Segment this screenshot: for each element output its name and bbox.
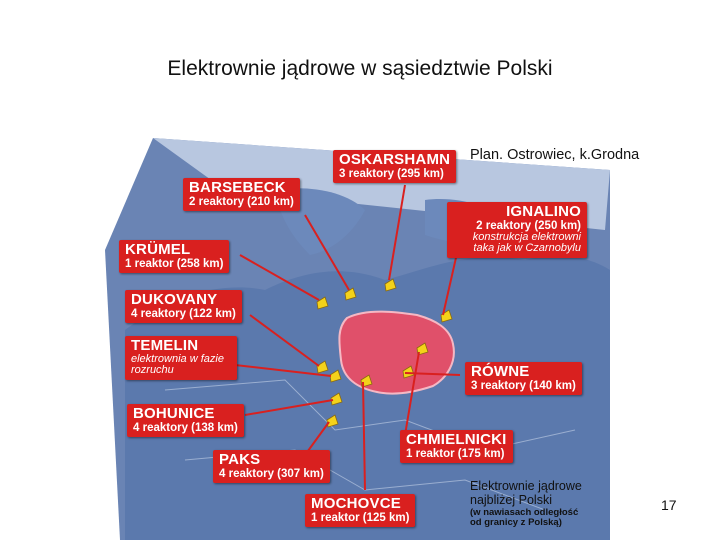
- plant-detail: 3 reaktory (295 km): [339, 167, 444, 180]
- plant-name: RÓWNE: [471, 363, 530, 380]
- plant-detail: 1 reaktor (175 km): [406, 447, 505, 460]
- plant-label-bohunice: [127, 404, 244, 437]
- plant-label-barsebeck: [183, 178, 300, 211]
- plant-name: DUKOVANY: [131, 291, 218, 308]
- plant-label-oskarshamn: [333, 150, 456, 183]
- plant-detail: 3 reaktory (140 km): [471, 379, 576, 392]
- plant-detail: 4 reaktory (307 km): [219, 467, 324, 480]
- plant-name: KRÜMEL: [125, 241, 191, 258]
- plant-label-chmielnicki: [400, 430, 513, 463]
- plant-label-temelin: [125, 336, 237, 380]
- legend-line: najbliżej Polski: [470, 492, 552, 507]
- plant-label-paks: [213, 450, 330, 483]
- plant-note: elektrownia w fazie rozruchu: [131, 352, 224, 377]
- plant-name: OSKARSHAMN: [339, 151, 451, 168]
- plant-label-dukovany: [125, 290, 242, 323]
- plant-name: TEMELIN: [131, 337, 199, 354]
- page-number: 17: [661, 497, 677, 513]
- legend-line: Elektrownie jądrowe: [470, 479, 582, 493]
- legend-line: (w nawiasach odległość: [470, 506, 579, 518]
- map-legend: [470, 480, 610, 528]
- plant-label-krumel: [119, 240, 229, 273]
- plant-name: BOHUNICE: [133, 405, 215, 422]
- plant-label-rowne: [465, 362, 582, 395]
- plant-detail: 2 reaktory (210 km): [189, 195, 294, 208]
- plant-detail: 1 reaktor (125 km): [311, 511, 410, 524]
- poland-region: [339, 312, 454, 394]
- plant-note: konstrukcja elektrowni taka jak w Czarnobylu: [472, 230, 581, 255]
- plant-detail: 1 reaktor (258 km): [125, 257, 224, 270]
- plant-detail: 4 reaktory (138 km): [133, 421, 238, 434]
- plant-name: MOCHOVCE: [311, 495, 401, 512]
- plant-name: IGNALINO: [506, 203, 581, 220]
- plant-detail: 4 reaktory (122 km): [131, 307, 236, 320]
- plant-name: BARSEBECK: [189, 179, 286, 196]
- legend-line: od granicy z Polską): [470, 516, 562, 528]
- plant-detail: 2 reaktory (250 km): [476, 219, 581, 232]
- plant-name: CHMIELNICKI: [406, 431, 507, 448]
- plant-label-mochovce: [305, 494, 415, 527]
- plant-label-ignalino: [447, 202, 587, 258]
- plan-note: Plan. Ostrowiec, k.Grodna: [470, 147, 640, 163]
- slide-title: Elektrownie jądrowe w sąsiedztwie Polski: [167, 57, 553, 80]
- plant-name: PAKS: [219, 451, 261, 468]
